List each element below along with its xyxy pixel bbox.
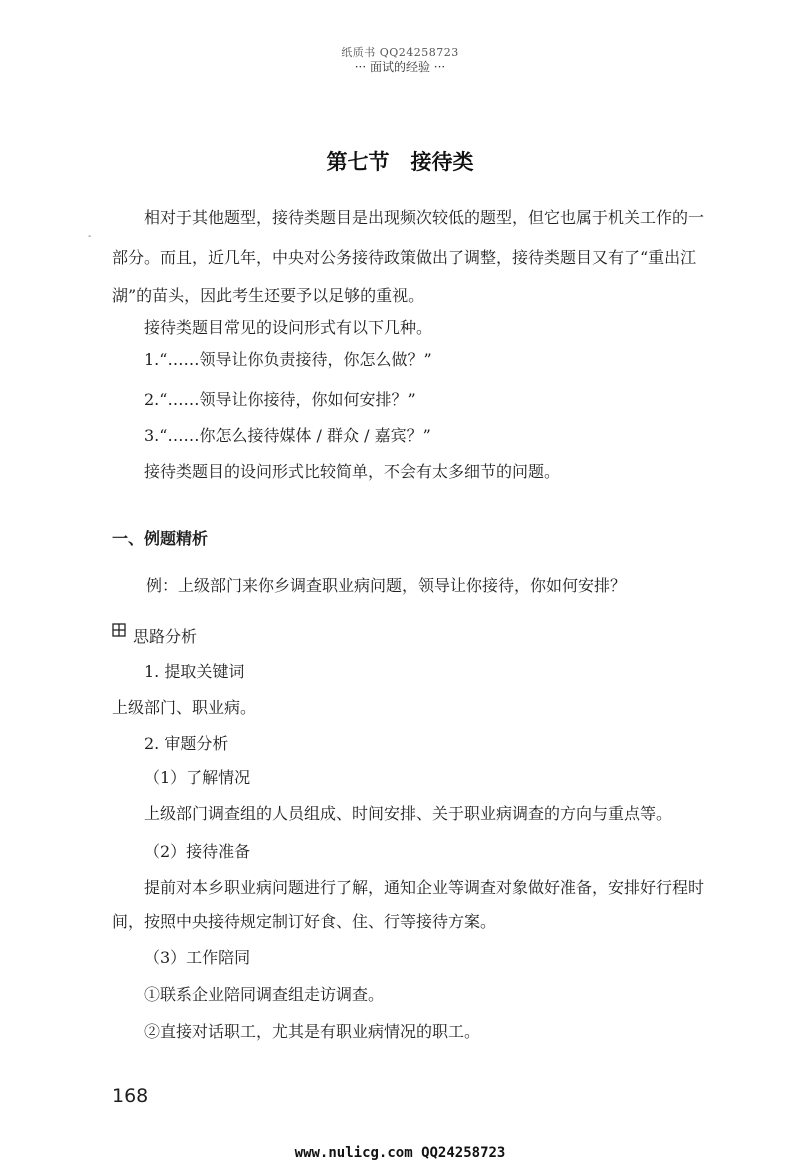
step2-heading: 2. 审题分析 bbox=[144, 734, 229, 753]
section-title: 第七节 接待类 bbox=[326, 150, 474, 174]
item1-text: 上级部门调查组的人员组成、时间安排、关于职业病调查的方向与重点等。 bbox=[144, 804, 673, 823]
example-heading: 一、例题精析 bbox=[112, 529, 209, 548]
intro-para3: 接待类题目的设问形式比较简单，不会有太多细节的问题。 bbox=[144, 462, 561, 481]
analysis-heading: 思路分析 bbox=[133, 627, 198, 646]
item3-heading: （3）工作陪同 bbox=[144, 948, 251, 967]
watermark-text: 纸质书 QQ24258723 bbox=[341, 46, 459, 59]
intro-para1-line3: 湖”的苗头，因此考生还要予以足够的重视。 bbox=[112, 286, 425, 305]
item3-point-a: ①联系企业陪同调查组走访调查。 bbox=[144, 985, 385, 1004]
step1-heading: 1. 提取关键词 bbox=[144, 662, 245, 681]
item1-heading: （1）了解情况 bbox=[144, 768, 251, 787]
intro-para1-line2: 部分。而且，近几年，中央对公务接待政策做出了调整，接待类题目又有了“重出江 bbox=[112, 248, 697, 267]
footer-watermark: www.nulicg.com QQ24258723 bbox=[294, 1145, 506, 1161]
example-question: 例：上级部门来你乡调查职业病问题，领导让你接待，你如何安排？ bbox=[146, 576, 627, 595]
question-form-1: 1.“……领导让你负责接待，你怎么做？” bbox=[144, 350, 432, 369]
item2-text-line2: 间，按照中央接待规定制订好食、住、行等接待方案。 bbox=[112, 912, 497, 931]
item2-heading: （2）接待准备 bbox=[144, 842, 251, 861]
item2-text-line1: 提前对本乡职业病问题进行了解，通知企业等调查对象做好准备，安排好行程时 bbox=[144, 878, 705, 897]
page-number: 168 bbox=[112, 1085, 149, 1107]
intro-para1-line1: 相对于其他题型，接待类题目是出现频次较低的题型，但它也属于机关工作的一 bbox=[144, 208, 705, 227]
margin-mark: - bbox=[88, 231, 92, 242]
item3-point-b: ②直接对话职工，尤其是有职业病情况的职工。 bbox=[144, 1022, 481, 1041]
question-form-3: 3.“……你怎么接待媒体 / 群众 / 嘉宾？” bbox=[144, 426, 431, 445]
analysis-grid-icon bbox=[112, 623, 126, 637]
step1-keywords: 上级部门、职业病。 bbox=[112, 698, 257, 717]
intro-para2: 接待类题目常见的设问形式有以下几种。 bbox=[144, 318, 433, 337]
question-form-2: 2.“……领导让你接待，你如何安排？” bbox=[144, 390, 416, 409]
running-title: ··· 面试的经验 ··· bbox=[354, 60, 446, 74]
